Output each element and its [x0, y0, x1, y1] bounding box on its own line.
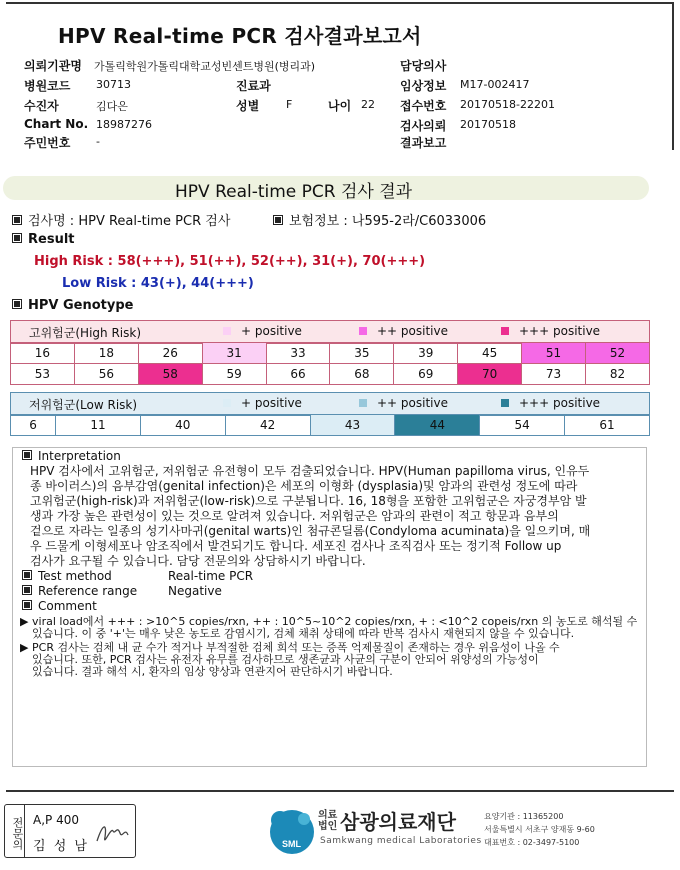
- genotype-cell: 11: [56, 415, 141, 436]
- test-name-value: HPV Real-time PCR 검사: [78, 214, 231, 229]
- legend-label: + positive: [241, 396, 302, 410]
- high-risk-table: [10, 342, 650, 385]
- clinical-info-value: M17-002417: [460, 78, 530, 91]
- patient-label: 수진자: [24, 99, 59, 113]
- checkbox-icon: [12, 299, 22, 309]
- checkbox-icon: [22, 570, 32, 580]
- resident-label: 주민번호: [24, 136, 71, 150]
- interpretation-line: 우 드물게 이형세포나 암조직에서 발견되기도 합니다. 세포진 검사나 조직검사 또는 정기적 Follow up: [30, 539, 562, 553]
- checkbox-icon: [22, 585, 32, 595]
- result-band-title: HPV Real-time PCR 검사 결과: [175, 182, 413, 202]
- genotype-cell: 54: [480, 415, 565, 436]
- legend-label: +++ positive: [519, 324, 601, 338]
- genotype-cell: 56: [74, 364, 138, 385]
- signature: [93, 817, 131, 851]
- comment-line: PCR 검사는 검체 내 균 수가 적거나 부적절한 검체 희석 또는 증폭 억제물질이 존재하는 경우 위음성이 나올 수: [32, 641, 560, 654]
- resident-value: -: [96, 135, 100, 148]
- ap-number: A,P 400: [33, 813, 79, 827]
- method-value: Real-time PCR: [168, 569, 254, 583]
- comment-line: 있습니다. 이 중 '+'는 매우 낮은 농도로 감염시기, 검체 채취 상태에 따라 반복 검사시 재현되지 않을 수 있습니다.: [32, 627, 575, 640]
- comment-label: Comment: [38, 599, 97, 613]
- org-prefix: [318, 810, 337, 832]
- genotype-cell: 70: [458, 364, 522, 385]
- genotype-cell: 40: [140, 415, 225, 436]
- low-risk-label: 저위험군(Low Risk): [29, 398, 138, 412]
- genotype-cell: 82: [586, 364, 650, 385]
- method-label: Test method: [38, 569, 112, 583]
- org-prefix-top: 의료: [318, 810, 338, 821]
- comment-text: [20, 616, 642, 678]
- genotype-cell: 33: [266, 343, 330, 364]
- genotype-row: [11, 364, 650, 385]
- doctor-name: 김 성 남: [33, 839, 89, 854]
- checkbox-icon: [22, 450, 32, 460]
- interpretation-heading: Interpretation: [38, 449, 121, 463]
- genotype-cell: 69: [394, 364, 458, 385]
- sex-label: 성별: [236, 99, 260, 113]
- interpretation-line: 종 바이러스)의 음부감염(genital infection)은 세포의 이형화 (dysplasia)및 암과의 관련성 정도에 따라: [30, 479, 578, 493]
- low-risk-result: Low Risk : 43(+), 44(+++): [62, 276, 254, 291]
- genotype-cell: 53: [11, 364, 75, 385]
- checkbox-icon: [22, 600, 32, 610]
- legend-plus-2: [359, 324, 448, 338]
- comment-line: 있습니다. 또한, PCR 검사는 유전자 유무를 검사하므로 생존균과 사균의 구분이 안되어 위양성의 가능성이: [32, 653, 539, 666]
- result-heading-row: [12, 232, 75, 247]
- top-border: [6, 2, 674, 4]
- test-name-row: [12, 210, 230, 229]
- specialist-box: [4, 804, 136, 858]
- range-label: Reference range: [38, 584, 138, 598]
- checkbox-icon: [273, 215, 283, 225]
- legend-label: ++ positive: [377, 396, 448, 410]
- genotype-cell: 6: [11, 415, 56, 436]
- insurance-value: 나595-2라/C6033006: [351, 214, 487, 229]
- legend-label: ++ positive: [377, 324, 448, 338]
- genotype-cell: 61: [565, 415, 650, 436]
- method-row: [22, 569, 112, 584]
- legend-swatch: [501, 399, 509, 407]
- insurance-row: [273, 210, 486, 229]
- test-name-label: 검사명 :: [28, 214, 75, 229]
- legend-swatch: [223, 399, 231, 407]
- legend-plus-1: [223, 324, 302, 338]
- bottom-border: [6, 790, 674, 792]
- genotype-cell: 26: [138, 343, 202, 364]
- legend-swatch: [223, 327, 231, 335]
- comment-row: [22, 599, 97, 614]
- request-date-value: 20170518: [460, 118, 516, 131]
- interpretation-line: 겉으로 자라는 일종의 성기사마귀(genital warts)인 첨규콘딜롬(Condyloma acuminata)을 일으키며, 매: [30, 524, 591, 538]
- result-heading: Result: [28, 232, 75, 247]
- legend-plus-2: [359, 396, 448, 410]
- report-label: 결과보고: [400, 136, 447, 150]
- address: 서울특별시 서초구 양재동 9-60: [484, 825, 595, 834]
- insurance-label: 보험정보 :: [289, 214, 348, 229]
- phone: 대표번호 : 02-3497-5100: [484, 838, 580, 847]
- org-contact: [484, 810, 595, 849]
- genotype-cell: 66: [266, 364, 330, 385]
- legend-label: +++ positive: [519, 396, 601, 410]
- legend-swatch: [359, 327, 367, 335]
- genotype-cell: 45: [458, 343, 522, 364]
- sml-logo-icon: [262, 802, 318, 858]
- interpretation-line: 고위험군(high-risk)과 저위험군(low-risk)으로 구분됩니다. 16, 18형을 포함한 고위험군은 자궁경부암 발: [30, 494, 587, 508]
- institution-label: 의뢰기관명: [24, 59, 82, 73]
- checkbox-icon: [12, 233, 22, 243]
- chart-value: 18987276: [96, 118, 152, 131]
- org-name: 삼광의료재단: [340, 810, 456, 834]
- logo-text: SML: [282, 839, 301, 849]
- legend-swatch: [359, 399, 367, 407]
- genotype-cell: 39: [394, 343, 458, 364]
- interpretation-text: [30, 464, 642, 569]
- clinical-info-label: 임상정보: [400, 79, 447, 93]
- genotype-heading: HPV Genotype: [28, 298, 134, 313]
- genotype-cell: 35: [330, 343, 394, 364]
- comment-line: 있습니다. 결과 해석 시, 환자의 임상 양상과 연관지어 판단하시기 바랍니다.: [32, 665, 393, 678]
- low-risk-table: [10, 414, 650, 436]
- pointer-icon: ▶: [20, 641, 29, 654]
- genotype-cell: 59: [202, 364, 266, 385]
- range-row: [22, 584, 137, 599]
- comment-1: [20, 616, 642, 640]
- genotype-cell: 31: [202, 343, 266, 364]
- legend-swatch: [501, 327, 509, 335]
- interpretation-line: HPV 검사에서 고위험군, 저위험군 유전형이 모두 검출되었습니다. HPV(Human papilloma virus, 인유두: [30, 464, 590, 478]
- accession-value: 20170518-22201: [460, 98, 555, 111]
- hospital-code-value: 30713: [96, 78, 131, 91]
- high-risk-result: High Risk : 58(+++), 51(++), 52(++), 31(+), 70(+++): [34, 254, 426, 269]
- genotype-cell: 16: [11, 343, 75, 364]
- chart-label: Chart No.: [24, 117, 89, 131]
- accession-label: 접수번호: [400, 99, 447, 113]
- genotype-cell: 68: [330, 364, 394, 385]
- comment-2: [20, 642, 642, 678]
- reg-no: 요양기관 : 11365200: [484, 812, 564, 821]
- org-english: Samkwang medical Laboratories: [320, 836, 482, 846]
- sex-value: F: [286, 98, 293, 111]
- genotype-cell: 51: [522, 343, 586, 364]
- age-label: 나이: [328, 99, 352, 113]
- legend-plus-1: [223, 396, 302, 410]
- dept-label: 진료과: [236, 79, 271, 93]
- institution-value: 가톨릭학원가톨릭대학교성빈센트병원(병리과): [94, 60, 316, 73]
- interpretation-heading-row: [22, 449, 121, 464]
- range-value: Negative: [168, 584, 222, 598]
- interpretation-line: 검사가 요구될 수 있습니다. 담당 전문의와 상담하시기 바랍니다.: [30, 554, 366, 568]
- patient-value: 김다은: [96, 100, 128, 113]
- genotype-cell: 73: [522, 364, 586, 385]
- request-date-label: 검사의뢰: [400, 119, 447, 133]
- right-border: [672, 2, 674, 150]
- specialist-vertical-label: 전문의: [5, 805, 25, 857]
- genotype-cell: 58: [138, 364, 202, 385]
- checkbox-icon: [12, 215, 22, 225]
- genotype-row: [11, 415, 650, 436]
- genotype-cell: 18: [74, 343, 138, 364]
- interpretation-line: 생과 가장 높은 관련성이 있는 것으로 알려져 있습니다. 저위험군은 암과의 관련이 적고 항문과 음부의: [30, 509, 559, 523]
- legend-plus-3: [501, 396, 600, 410]
- genotype-cell: 52: [586, 343, 650, 364]
- comment-line: viral load에서 +++ : >10^5 copies/rxn, ++ : 10^5~10^2 copies/rxn, + : <10^2 copeis/rxn 의 농도로 해석될 수: [32, 615, 638, 628]
- hospital-code-label: 병원코드: [24, 79, 71, 93]
- high-risk-header: [10, 320, 650, 344]
- genotype-heading-row: [12, 298, 133, 313]
- pointer-icon: ▶: [20, 615, 29, 628]
- legend-label: + positive: [241, 324, 302, 338]
- genotype-cell: 44: [395, 415, 480, 436]
- genotype-row: [11, 343, 650, 364]
- low-risk-header: [10, 392, 650, 416]
- doctor-label: 담당의사: [400, 59, 447, 73]
- age-value: 22: [361, 98, 375, 111]
- high-risk-label: 고위험군(High Risk): [29, 326, 141, 340]
- genotype-cell: 43: [310, 415, 395, 436]
- genotype-cell: 42: [225, 415, 310, 436]
- report-title: HPV Real-time PCR 검사결과보고서: [58, 24, 422, 48]
- org-prefix-bottom: 법인: [318, 821, 338, 832]
- legend-plus-3: [501, 324, 600, 338]
